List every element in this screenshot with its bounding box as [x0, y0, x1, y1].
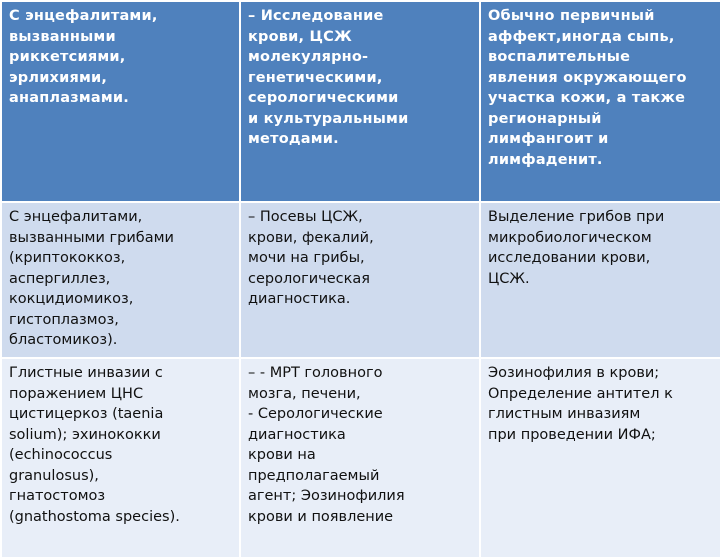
table-cell-diagnostics: – Исследование крови, ЦСЖ молекулярно- генетическими, серологическими и культуральными методами. — [240, 1, 480, 202]
table-row — [1, 202, 720, 358]
table-row — [1, 358, 720, 558]
table-cell-condition: Глистные инвазии с поражением ЦНС цистицеркоз (taenia solium); эхинококки (echinococcus granulosus), гнатостомоз (gnathostoma species). — [1, 358, 240, 558]
table-cell-findings: Эозинофилия в крови; Определение антител к глистным инвазиям при проведении ИФА; — [480, 358, 720, 558]
table-cell-findings: Обычно первичный аффект,иногда сыпь, воспалительные явления окружающего участка кожи, а также регионарный лимфангоит и лимфаденит. — [480, 1, 720, 202]
table-cell-condition: С энцефалитами, вызванными грибами (криптококкоз, аспергиллез, кокцидиомикоз, гистоплазмоз, бластомикоз). — [1, 202, 240, 358]
table-cell-findings: Выделение грибов при микробиологическом исследовании крови, ЦСЖ. — [480, 202, 720, 358]
table-row — [1, 1, 720, 202]
table-cell-condition: С энцефалитами, вызванными риккетсиями, эрлихиями, анаплазмами. — [1, 1, 240, 202]
table-cell-diagnostics: – - МРТ головного мозга, печени, - Серологические диагностика крови на предполагаемый агент; Эозинофилия крови и появление — [240, 358, 480, 558]
table-cell-diagnostics: – Посевы ЦСЖ, крови, фекалий, мочи на грибы, серологическая диагностика. — [240, 202, 480, 358]
